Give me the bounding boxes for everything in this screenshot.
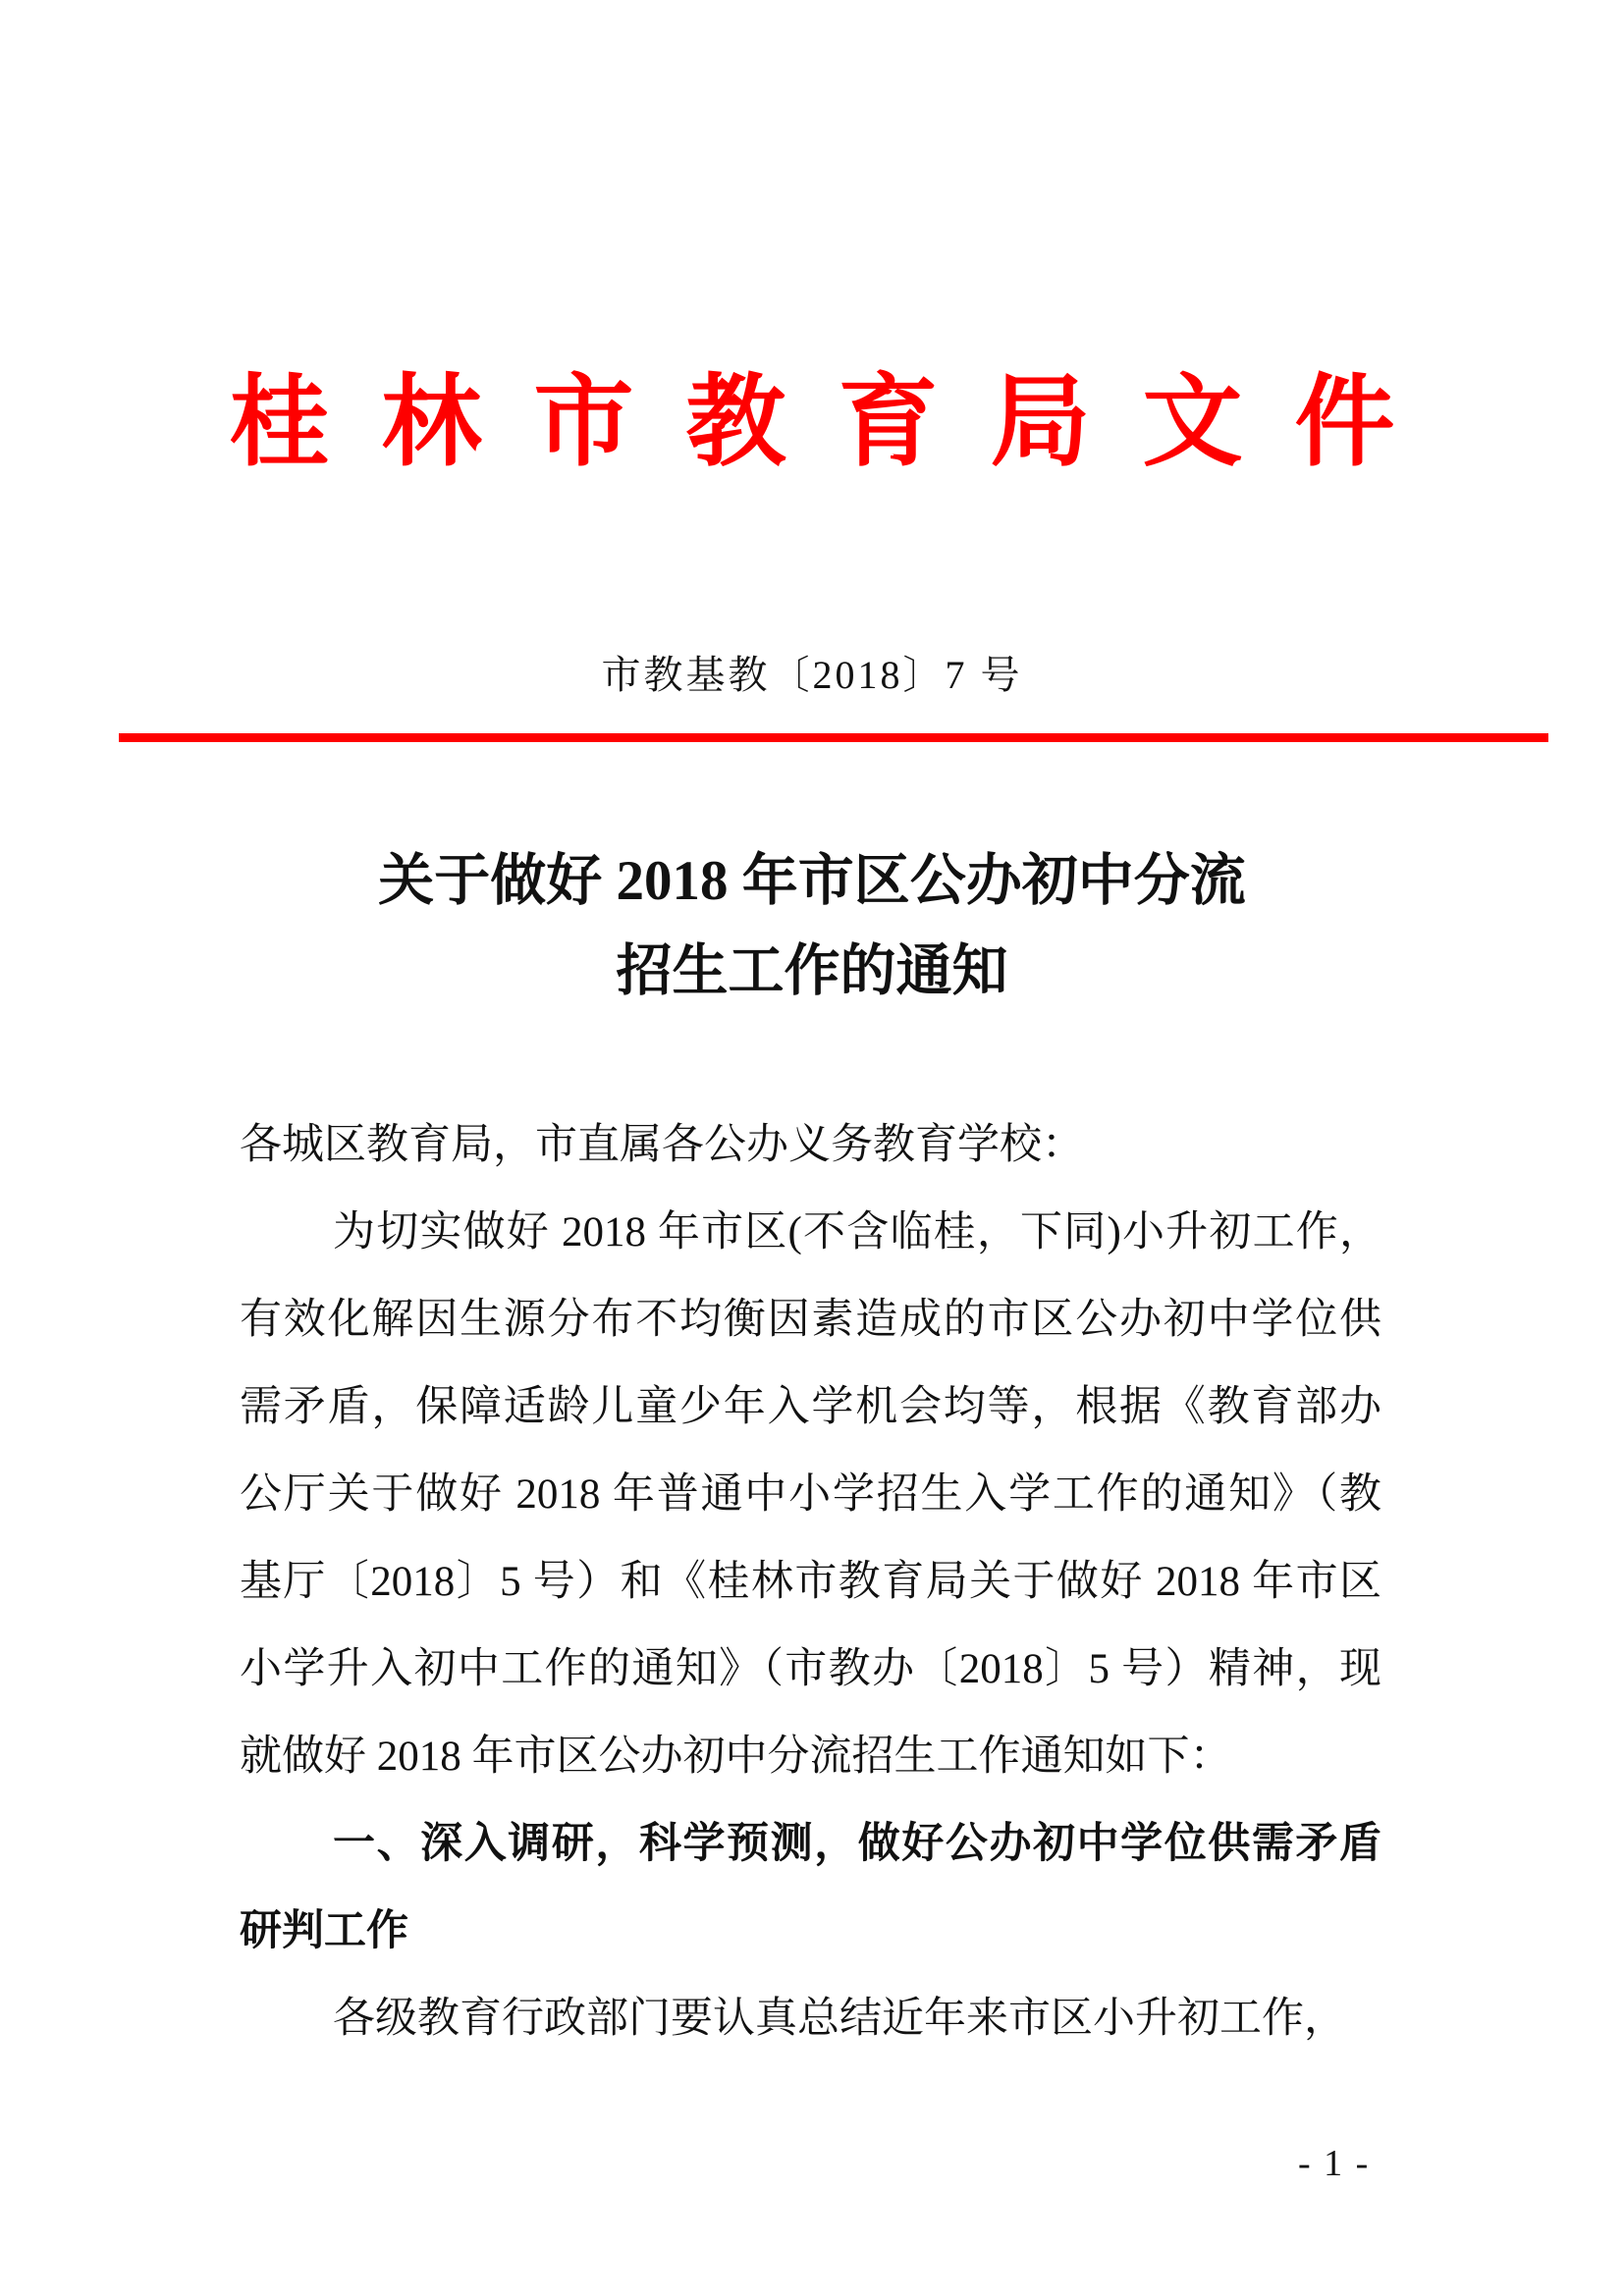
body-line: 各级教育行政部门要认真总结近年来市区小升初工作， (333, 1996, 1346, 2042)
org-header-title: 桂林市教育局文件 (229, 368, 1447, 479)
body-line: 就做好 2018 年市区公办初中分流招生工作通知如下： (240, 1734, 1232, 1780)
doc-number: 市教基教〔2018〕7 号 (601, 653, 1023, 697)
body-line: 小学升入初中工作的通知》（市教办〔2018〕5 号）精神，现 (240, 1646, 1381, 1692)
document-title-line-2: 招生工作的通知 (616, 940, 1008, 1002)
document-title (0, 836, 1624, 1017)
section-heading-line: 一、深入调研，科学预测，做好公办初中学位供需矛盾 (333, 1820, 1381, 1867)
section-heading-line: 研判工作 (240, 1907, 408, 1954)
document-body (240, 1101, 1381, 2062)
document-title-line-1: 关于做好 2018 年市区公办初中分流 (378, 850, 1246, 912)
red-divider-rule (119, 733, 1548, 742)
salutation-line: 各城区教育局，市直属各公办义务教育学校： (240, 1122, 1084, 1168)
body-line: 基厅〔2018〕5 号）和《桂林市教育局关于做好 2018 年市区 (240, 1559, 1381, 1605)
body-line: 有效化解因生源分布不均衡因素造成的市区公办初中学位供 (240, 1297, 1381, 1343)
body-line: 公厅关于做好 2018 年普通中小学招生入学工作的通知》（教 (240, 1471, 1381, 1518)
page-number: - 1 - (1298, 2143, 1371, 2184)
body-line: 需矛盾，保障适龄儿童少年入学机会均等，根据《教育部办 (240, 1384, 1381, 1430)
body-line: 为切实做好 2018 年市区(不含临桂，下同)小升初工作， (333, 1209, 1381, 1255)
